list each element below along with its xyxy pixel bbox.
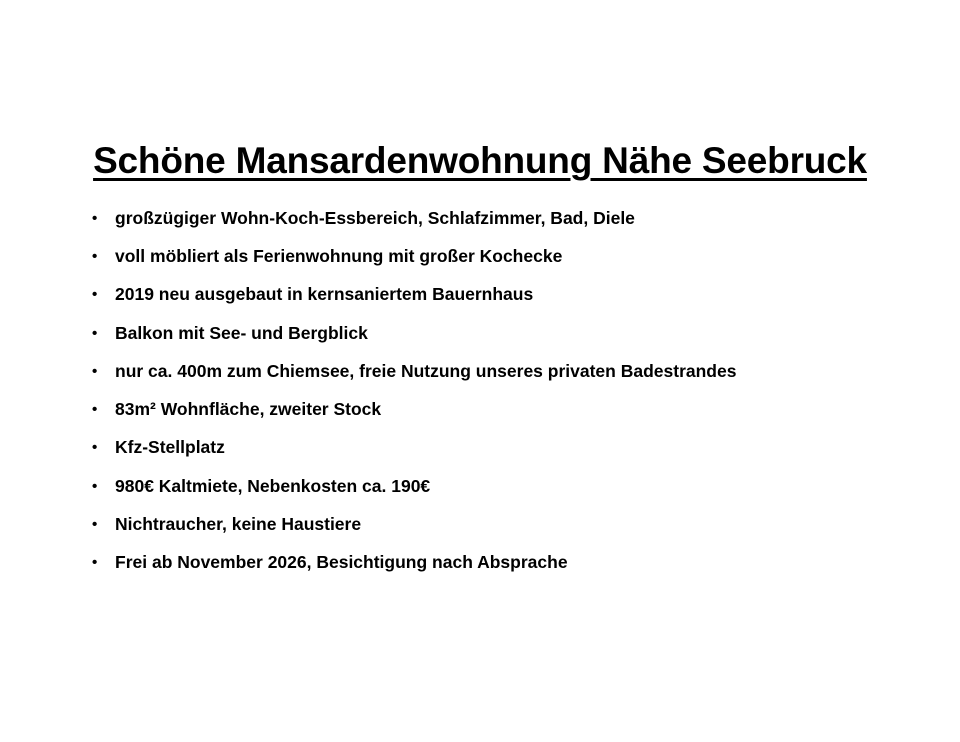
list-item bbox=[92, 467, 892, 505]
bullet-dot-icon: • bbox=[92, 477, 98, 495]
bullet-dot-icon: • bbox=[92, 324, 98, 342]
bullet-dot-icon: • bbox=[92, 401, 98, 419]
list-item bbox=[92, 314, 892, 352]
list-item-text: Balkon mit See- und Bergblick bbox=[115, 322, 368, 343]
list-item bbox=[92, 199, 892, 237]
bullet-dot-icon: • bbox=[92, 247, 98, 265]
list-item bbox=[92, 352, 892, 390]
bullet-dot-icon: • bbox=[92, 362, 98, 380]
bullet-dot-icon: • bbox=[92, 516, 98, 534]
bullet-dot-icon: • bbox=[92, 286, 98, 304]
list-item-text: Frei ab November 2026, Besichtigung nach Absprache bbox=[115, 552, 568, 573]
list-item bbox=[92, 544, 892, 582]
list-item-text: voll möbliert als Ferienwohnung mit großer Kochecke bbox=[115, 245, 563, 266]
feature-list bbox=[92, 199, 892, 582]
bullet-dot-icon: • bbox=[92, 439, 98, 457]
list-item bbox=[92, 390, 892, 428]
bullet-dot-icon: • bbox=[92, 554, 98, 572]
list-item bbox=[92, 505, 892, 543]
list-item-text: nur ca. 400m zum Chiemsee, freie Nutzung unseres privaten Badestrandes bbox=[115, 360, 737, 381]
list-item-text: Nichtraucher, keine Haustiere bbox=[115, 514, 362, 535]
list-item-text: großzügiger Wohn-Koch-Essbereich, Schlafzimmer, Bad, Diele bbox=[115, 207, 635, 228]
list-item bbox=[92, 237, 892, 275]
list-item-text: 2019 neu ausgebaut in kernsaniertem Bauernhaus bbox=[115, 284, 534, 305]
page-title: Schöne Mansardenwohnung Nähe Seebruck bbox=[93, 140, 867, 181]
list-item-text: 980€ Kaltmiete, Nebenkosten ca. 190€ bbox=[115, 475, 431, 496]
list-item bbox=[92, 429, 892, 467]
bullet-dot-icon: • bbox=[92, 209, 98, 227]
list-item bbox=[92, 276, 892, 314]
list-item-text: 83m² Wohnfläche, zweiter Stock bbox=[115, 399, 382, 420]
list-item-text: Kfz-Stellplatz bbox=[115, 437, 225, 458]
